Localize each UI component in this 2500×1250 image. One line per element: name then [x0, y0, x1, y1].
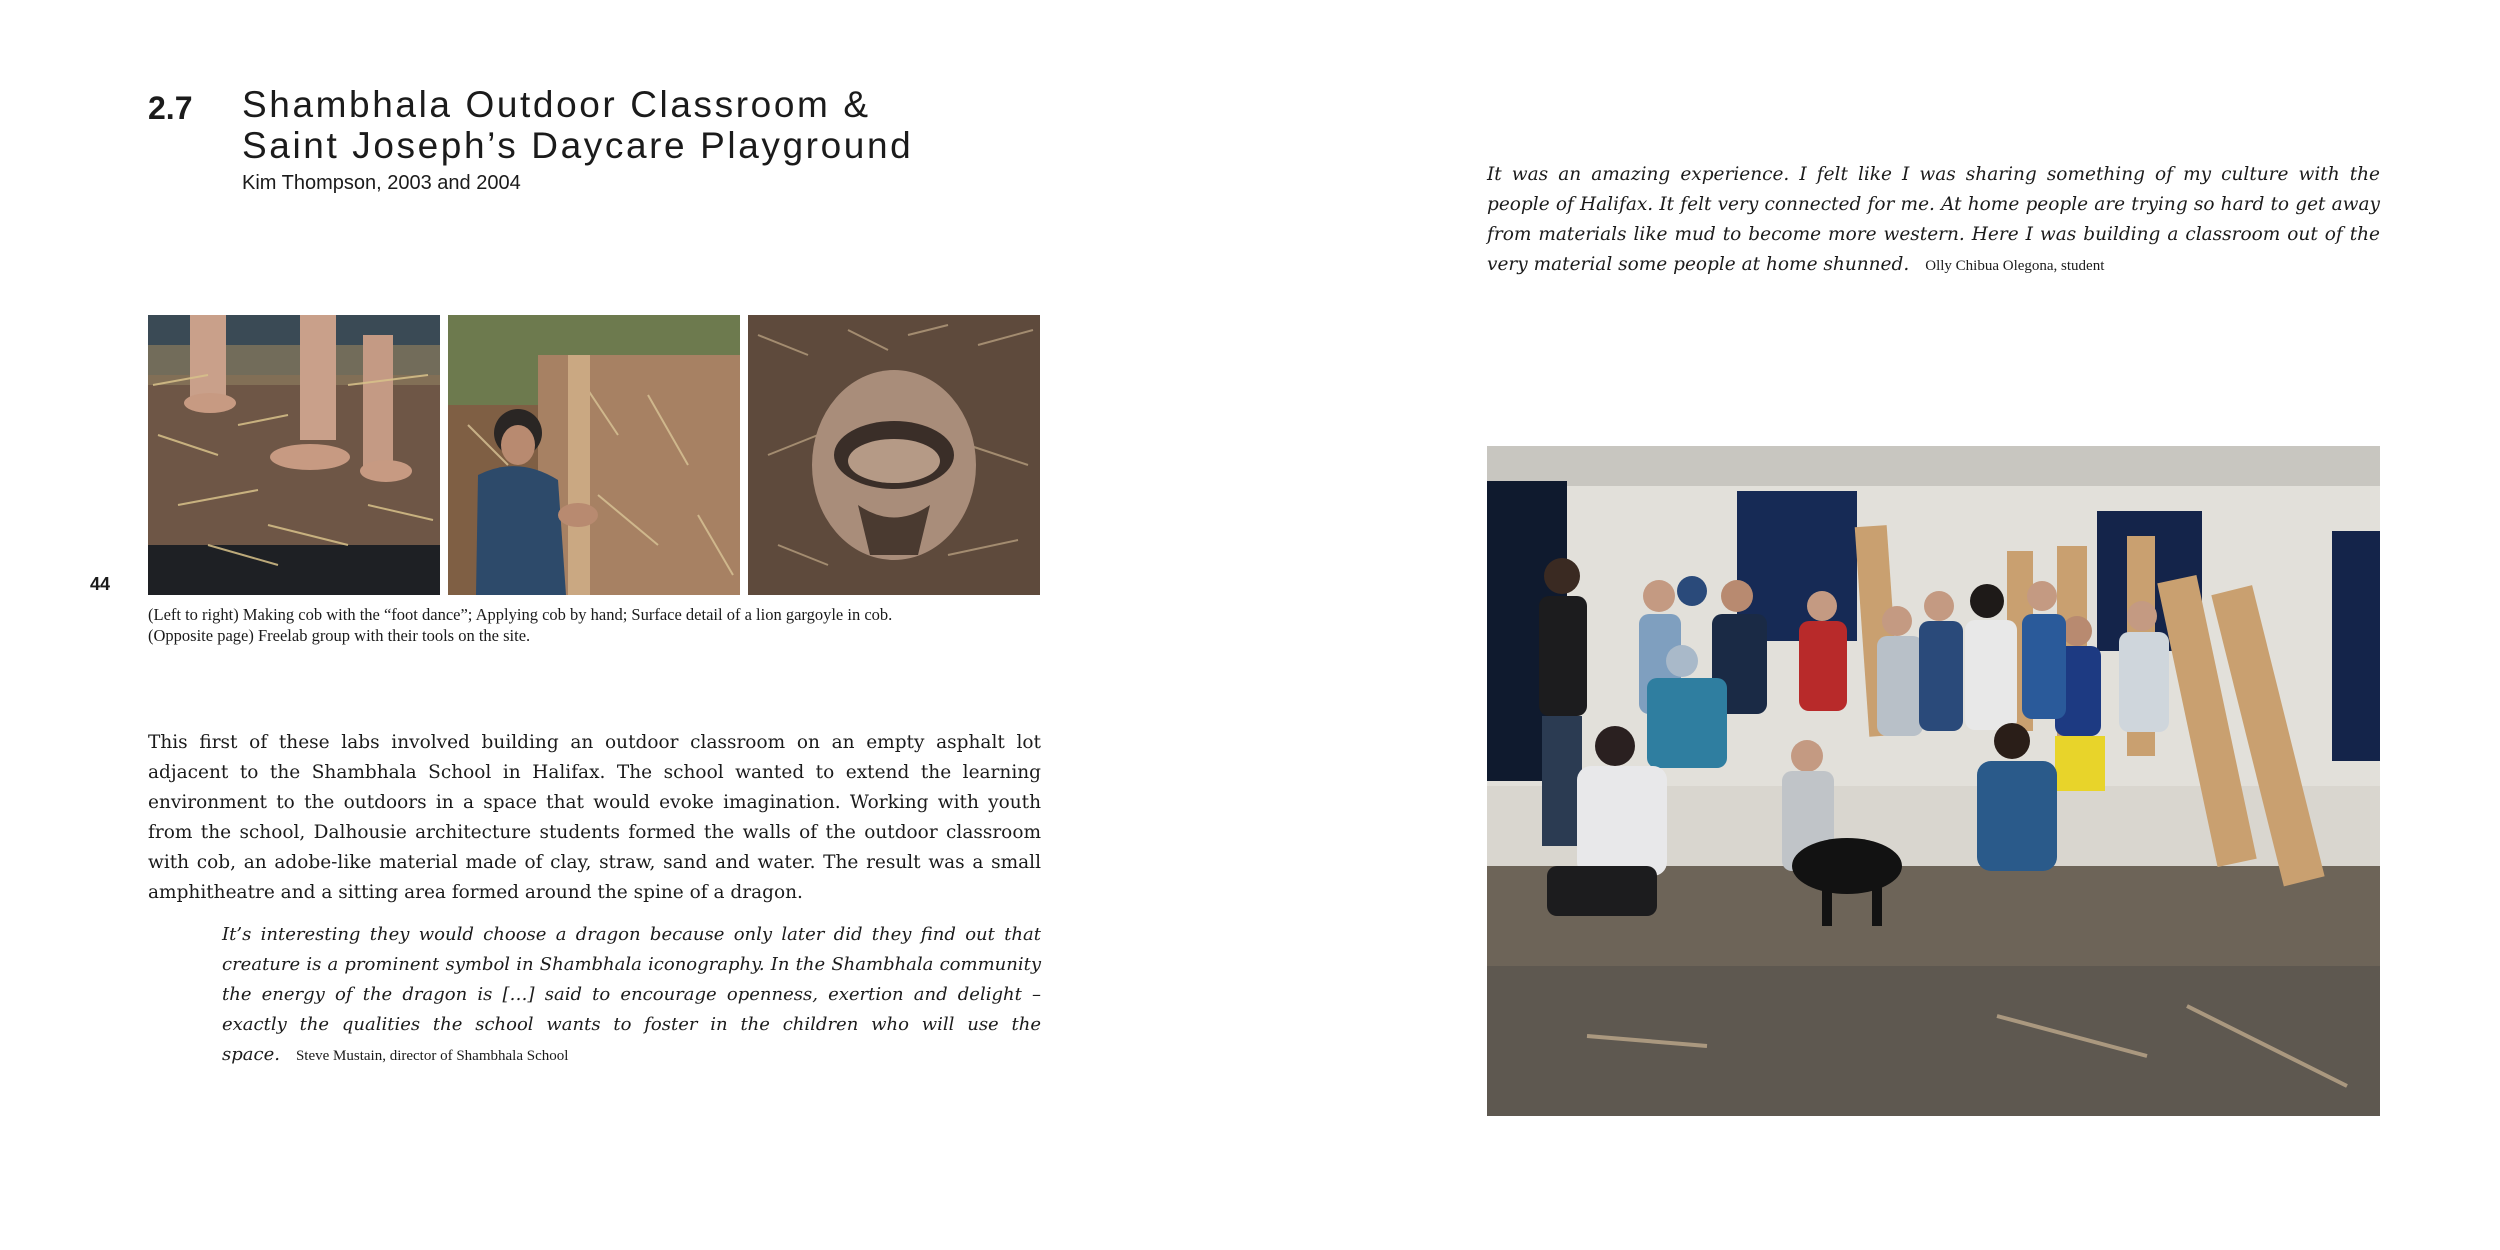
- pull-quote-right-text: It was an amazing experience. I felt like I was sharing something of my culture with the people of Halifax. It felt very connected for me. At home people are trying so hard to get away from materials like mud to become more western. Here I was building a classroom out of the very material some people at home shunned.: [1487, 164, 2380, 275]
- title-line-1: Shambhala Outdoor Classroom &: [242, 84, 871, 125]
- body-paragraph: This first of these labs involved building an outdoor classroom on an empty asphalt lot adjacent to the Shambhala School in Halifax. The school wanted to extend the learning environment to the outdoors in a space that would evoke imagination. Working with youth from the school, Dalhousie architecture students formed the walls of the outdoor classroom with cob, an adobe-like material made of clay, straw, sand and water. The result was a small amphitheatre and a sitting area formed around the spine of a dragon.: [148, 732, 1041, 903]
- caption-line-1: (Left to right) Making cob with the “foot dance”; Applying cob by hand; Surface detail of a lion gargoyle in cob.: [148, 605, 893, 624]
- title-line-2: Saint Joseph’s Daycare Playground: [242, 125, 914, 166]
- author-and-dates: Kim Thompson, 2003 and 2004: [242, 172, 521, 194]
- section-number: 2.7: [148, 90, 193, 126]
- pull-quote-right-attribution: Olly Chibua Olegona, student: [1925, 258, 2105, 274]
- figure-caption: [148, 604, 1048, 646]
- pull-quote-left: [222, 920, 1041, 1071]
- pull-quote-right: [1487, 160, 2380, 281]
- page-title: [242, 84, 913, 166]
- pull-quote-left-text: It’s interesting they would choose a dragon because only later did they find out that creature is a prominent symbol in Shambhala iconography. In the Shambhala community the energy of the dragon is […] said to encourage openness, exertion and delight – exactly the qualities the school wants to foster in the children who will use the space.: [222, 924, 1041, 1065]
- photo-lion-gargoyle: [748, 315, 1040, 595]
- photo-freelab-group: [1487, 446, 2380, 1116]
- caption-line-2: (Opposite page) Freelab group with their tools on the site.: [148, 626, 531, 645]
- pull-quote-left-attribution: Steve Mustain, director of Shambhala School: [295, 1048, 569, 1064]
- page-number: 44: [90, 574, 111, 594]
- photo-applying-cob: [448, 315, 740, 595]
- photo-foot-dance: [148, 315, 440, 595]
